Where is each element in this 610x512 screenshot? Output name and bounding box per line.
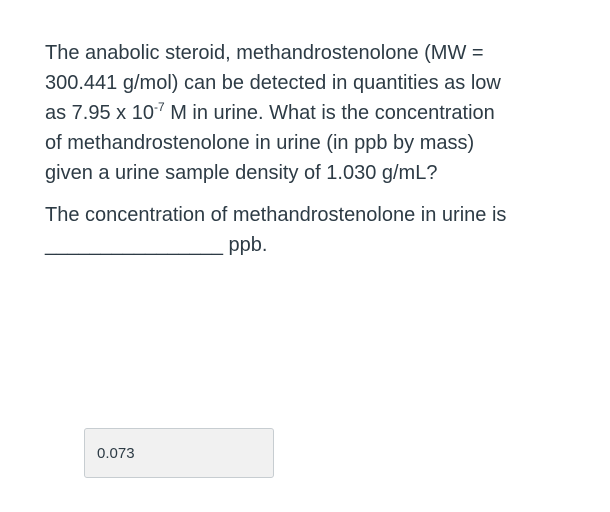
answer-input[interactable] (84, 428, 274, 478)
answer-unit: ppb. (222, 234, 268, 256)
question-line-1: The anabolic steroid, methandrostenolone (MW = (45, 42, 484, 64)
question-line-3-end: M in urine. What is the concentration (164, 102, 495, 124)
question-line-4: of methandrostenolone in urine (in ppb by mass) (45, 132, 475, 154)
answer-blank: ________________ (45, 234, 223, 256)
question-line-2: 300.441 g/mol) can be detected in quantities as low (45, 72, 501, 94)
answer-prompt (45, 200, 585, 260)
exponent: -7 (153, 100, 165, 114)
answer-prompt-text: The concentration of methandrostenolone in urine is (45, 204, 507, 226)
question-line-5: given a urine sample density of 1.030 g/mL? (45, 162, 438, 184)
answer-value: 0.073 (97, 444, 135, 462)
question-paragraph (45, 38, 585, 188)
question-text (45, 38, 585, 260)
question-line-3-start: as 7.95 x 10 (45, 102, 154, 124)
